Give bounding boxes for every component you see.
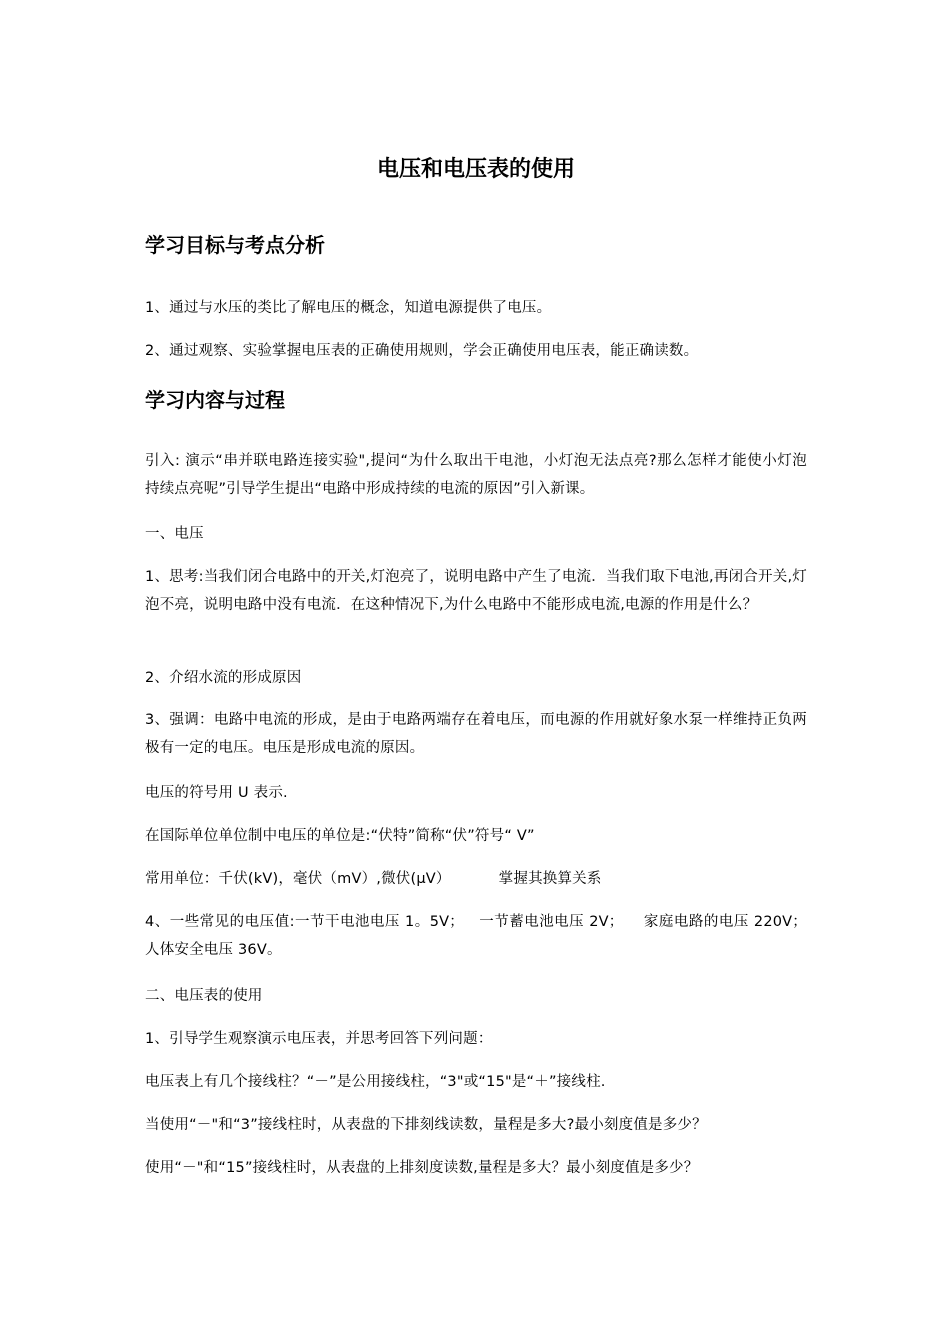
part1-paragraph-3: 3、强调：电路中电流的形成，是由于电路两端存在着电压，而电源的作用就好象水泵一样维持正负两极有一定的电压。电压是形成电流的原因。 — [145, 712, 807, 756]
section-heading-content: 学习内容与过程 — [145, 388, 285, 412]
part1-paragraph-6: 常用单位：千伏(kV)，毫伏（mV）,微伏(μV） 掌握其换算关系 — [145, 871, 602, 887]
part1-paragraph-2: 2、介绍水流的形成原因 — [145, 670, 302, 686]
part2-paragraph-4: 使用“－"和“15”接线柱时，从表盘的上排刻度读数,量程是多大？最小刻度值是多少？ — [145, 1160, 699, 1176]
part1-paragraph-1: 1、思考:当我们闭合电路中的开关,灯泡亮了，说明电路中产生了电流．当我们取下电池,再闭合开关,灯泡不亮，说明电路中没有电流．在这种情况下,为什么电路中不能形成电流,电源的作用是什么？ — [145, 569, 807, 613]
part1-heading: 一、电压 — [145, 526, 204, 542]
part2-heading: 二、电压表的使用 — [145, 988, 263, 1004]
part2-paragraph-1: 1、引导学生观察演示电压表，并思考回答下列问题： — [145, 1031, 493, 1047]
section-heading-objectives: 学习目标与考点分析 — [145, 233, 325, 257]
part1-paragraph-4: 电压的符号用 U 表示. — [145, 785, 288, 801]
objective-item-1: 1、通过与水压的类比了解电压的概念，知道电源提供了电压。 — [145, 300, 552, 316]
part2-paragraph-2: 电压表上有几个接线柱？“－”是公用接线柱，“3"或“15"是“＋”接线柱. — [145, 1074, 606, 1090]
part1-paragraph-7: 4、一些常见的电压值:一节干电池电压 1。5V； 一节蓄电池电压 2V； 家庭电路的电压 220V； 人体安全电压 36V。 — [145, 914, 856, 958]
intro-paragraph: 引入: 演示“串并联电路连接实验",提问“为什么取出干电池，小灯泡无法点亮?那么怎样才能使小灯泡持续点亮呢”引导学生提出“电路中形成持续的电流的原因”引入新课。 — [145, 453, 807, 497]
part2-paragraph-3: 当使用“－"和“3”接线柱时，从表盘的下排刻线读数，量程是多大?最小刻度值是多少？ — [145, 1117, 707, 1133]
part1-paragraph-5: 在国际单位单位制中电压的单位是:“伏特”简称“伏”符号“ V” — [145, 828, 535, 844]
objective-item-2: 2、通过观察、实验掌握电压表的正确使用规则，学会正确使用电压表，能正确读数。 — [145, 343, 699, 359]
document-title: 电压和电压表的使用 — [376, 157, 575, 182]
